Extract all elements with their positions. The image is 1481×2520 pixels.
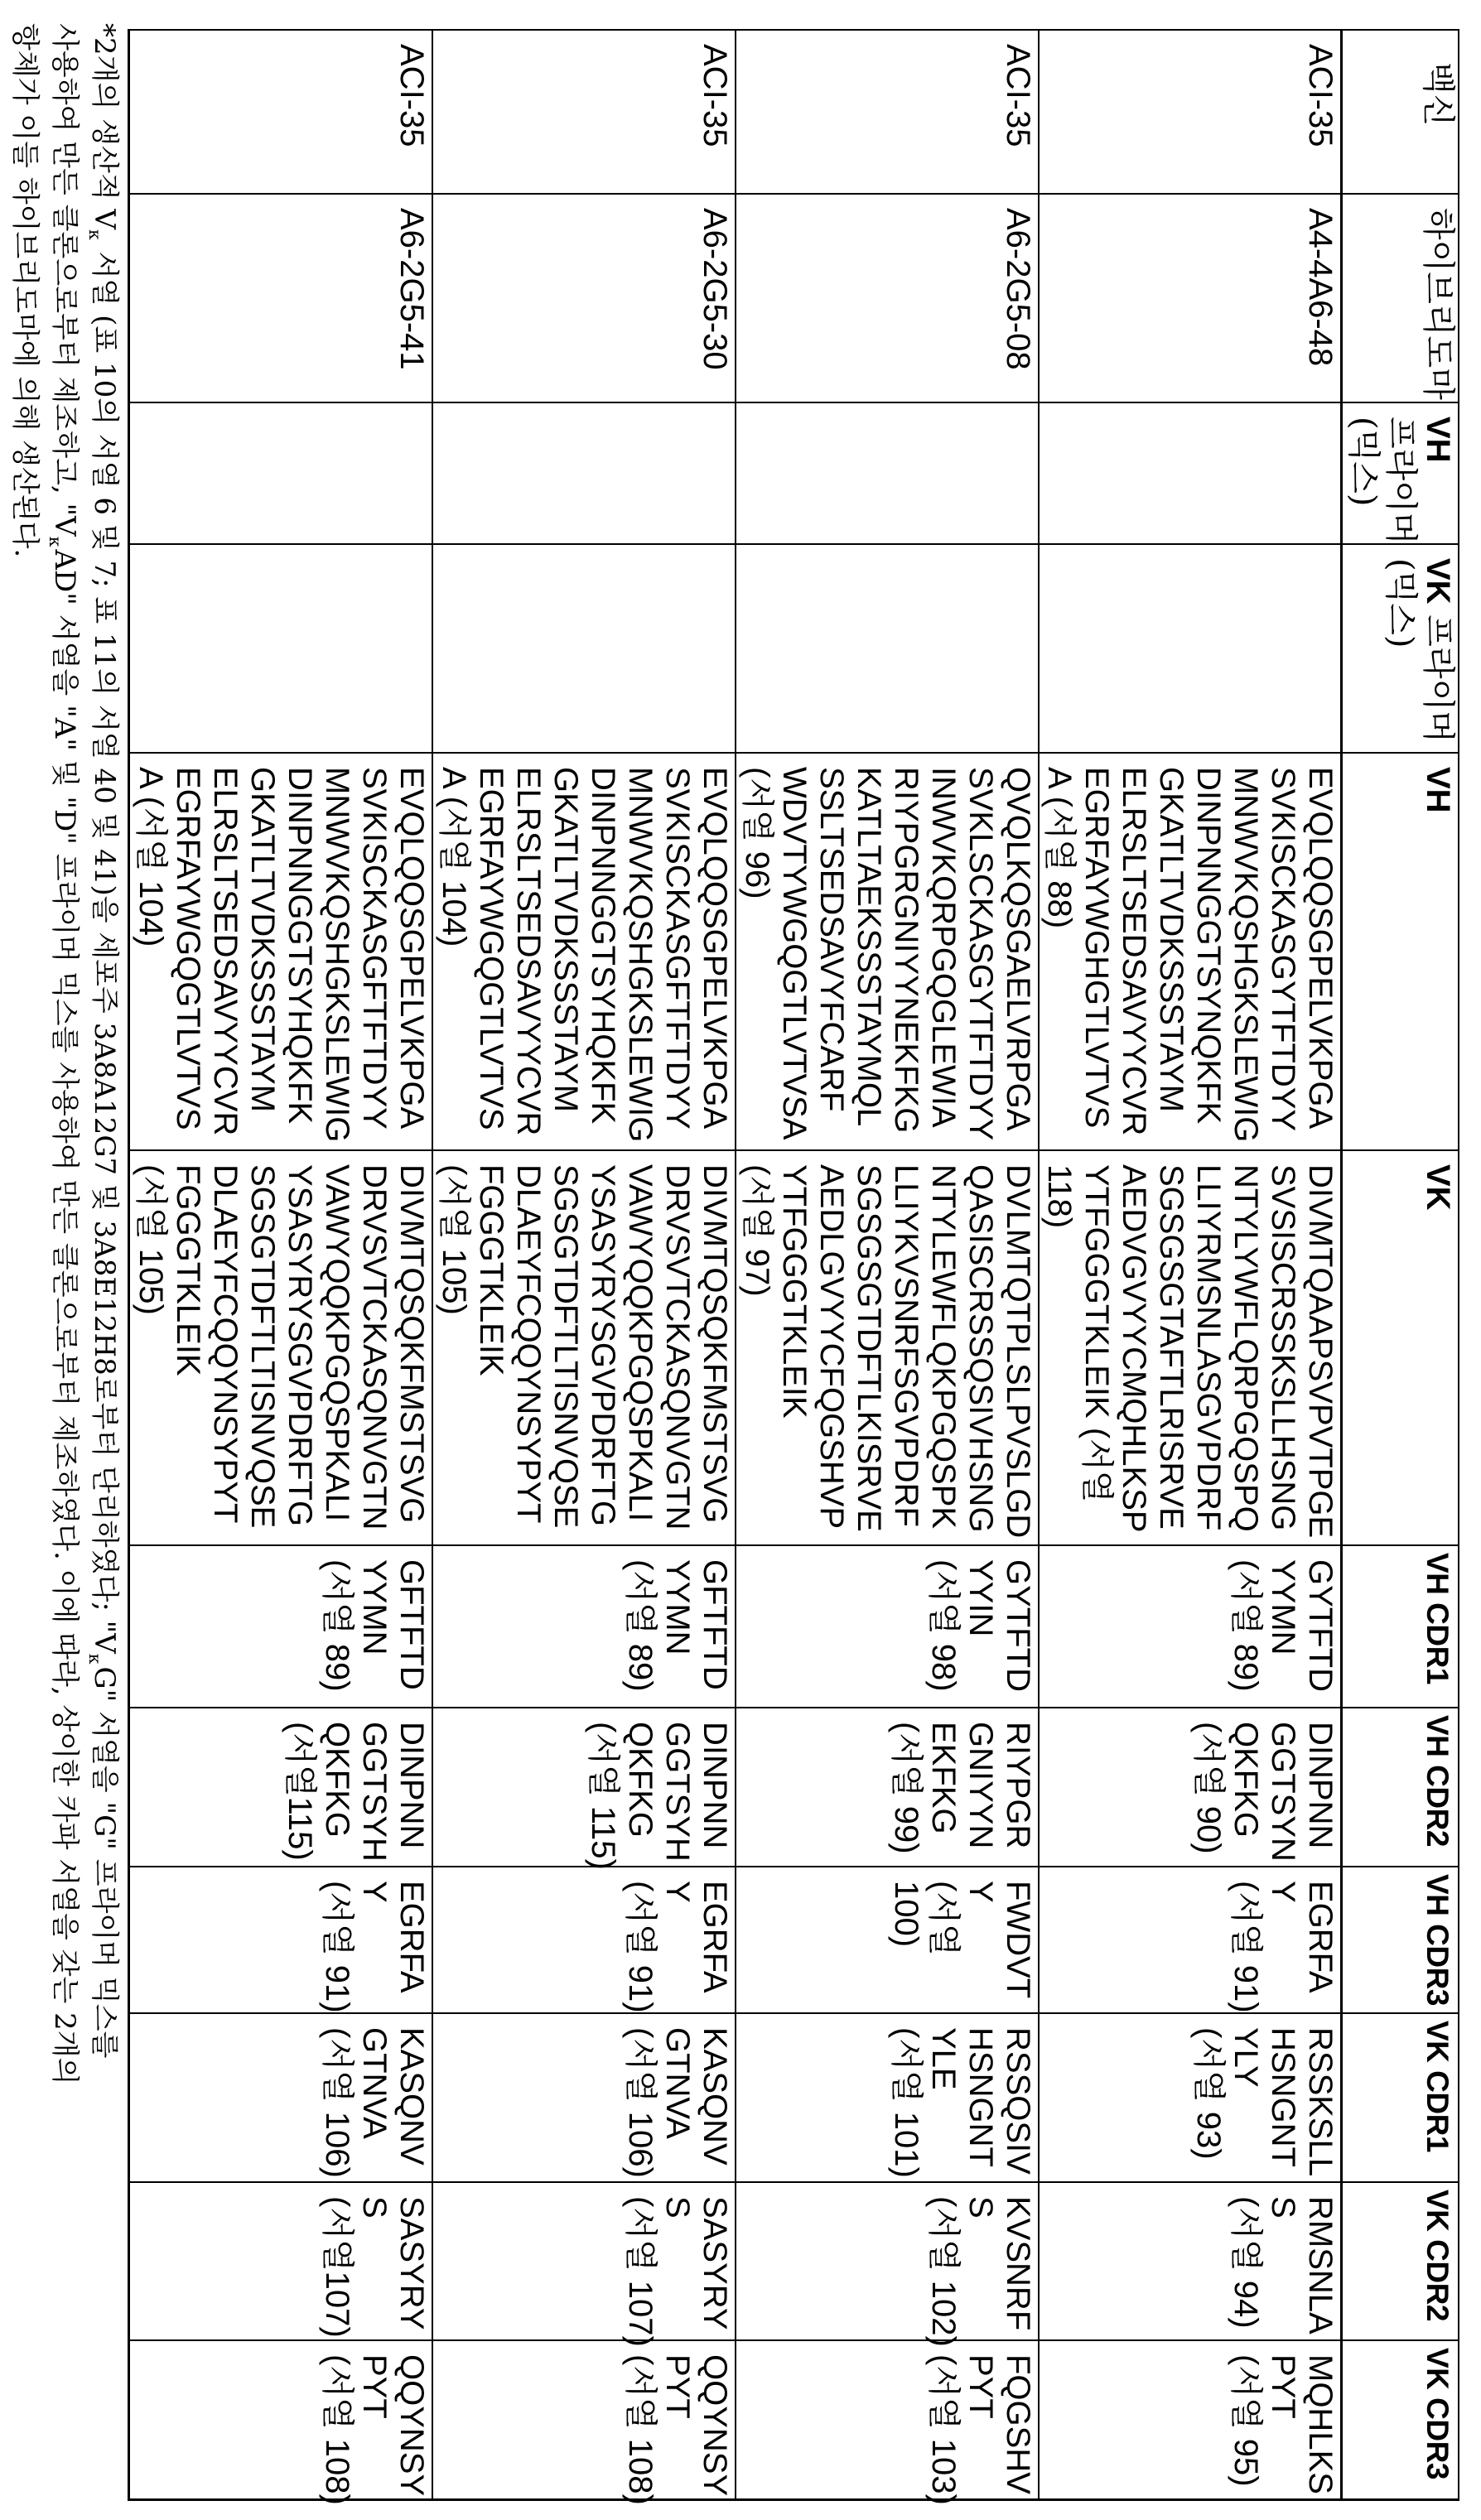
vk-cdr3-sequence: FQGSHV PYT (서열 103) bbox=[925, 2354, 1036, 2505]
vh-cdr1-sequence: GYTFTD YYIN (서열 98) bbox=[925, 1559, 1036, 1692]
kappa-subscript: κ bbox=[45, 536, 65, 547]
hybridoma-value: A4-4A6-48 bbox=[1302, 208, 1339, 367]
footnote-line bbox=[5, 23, 45, 2084]
header-row bbox=[1342, 30, 1459, 2499]
vh-cdr2-sequence: RIYPGR GNIYYN EKFKG (서열 99) bbox=[888, 1722, 1036, 1854]
header-vk-cdr3-label: VK CDR3 bbox=[1421, 2348, 1454, 2479]
vh-sequence: EVQLQQSGPELVKPGA SVKISCKASGYTFTDYY MNWVKQSHGKSLEWIG DINPNNGGTSYNQKFK GKATLTVDKSSSTAYM ELRSLTSEDSAVYYCVR EGRFAYWGHGTLVTVS A (서열 88) bbox=[1041, 767, 1339, 1143]
vh-sequence: EVQLQQSGPELVKPGA SVKISCKASGFTFTDYY MNWVKQSHGKSLEWIG DINPNNGGTSYHQKFK GKATLTVDKSSSTAYM ELRSLTSEDSAVYYCVR EGRFAYWGQGTLVTVS A (서열 104) bbox=[133, 767, 430, 1143]
cell-vh-primer bbox=[1039, 402, 1342, 544]
cell-vh-cdr3 bbox=[736, 1867, 1039, 2013]
cell-vk-cdr1 bbox=[129, 2013, 432, 2182]
cell-vh bbox=[129, 753, 432, 1150]
cell-vh-cdr2 bbox=[736, 1708, 1039, 1867]
header-vk-label: VK bbox=[1420, 1164, 1456, 1211]
cell-vk bbox=[1039, 1150, 1342, 1545]
cell-vk-cdr3 bbox=[129, 2340, 432, 2505]
header-vk-primer-bold: VK bbox=[1420, 558, 1456, 605]
vk-sequence: DVLMTQTPLSLPVSLGD QASISCRSSQSIVHSNG NTYLEWFLQKPGQSPK LLIYKVSNRFSGVPDRF SGSGSGTDFTLKISRVE AEDLGVYYCFQGSHVP YTFGGGTKLEIK (서열 97) bbox=[739, 1164, 1036, 1539]
cell-vh-cdr3 bbox=[432, 1867, 736, 2013]
cell-vk-cdr2 bbox=[1039, 2182, 1342, 2340]
cell-vh-primer bbox=[736, 402, 1039, 544]
kappa-subscript: κ bbox=[84, 229, 105, 240]
footnote-text: 서열 (표 10의 서열 6 및 7; 표 11의 서열 40 및 41)을 세포주 3A8A12G7 및 3A8E12H8로부터 단리하였다; "V bbox=[88, 242, 121, 1654]
table-row bbox=[736, 30, 1039, 2499]
header-vh-cdr2 bbox=[1342, 1708, 1459, 1867]
kappa-subscript: κ bbox=[84, 1653, 105, 1665]
hybridoma-value: A6-2G5-30 bbox=[697, 208, 733, 370]
cell-vk-cdr2 bbox=[129, 2182, 432, 2340]
vk-sequence: DIVMTQAAPSVPVTPGE SVSISCRSSKSLLHSNG NTYLYWFLQRPGQSPQ LLIYRMSNLASGVPDRF SGSGSGTAFTLRISRVE AEDVGVYYCMQHLKSP YTFGGGTKLEIK (서열 118) bbox=[1041, 1164, 1339, 1539]
header-vh-primer bbox=[1342, 402, 1459, 544]
header-vaccine-label: 백신 bbox=[1419, 62, 1457, 127]
cell-vk-cdr1 bbox=[1039, 2013, 1342, 2182]
cell-vk-cdr3 bbox=[1039, 2340, 1342, 2499]
header-vk-cdr1 bbox=[1342, 2013, 1459, 2182]
vk-cdr1-sequence: KASQNV GTNVA (서열 106) bbox=[622, 2027, 733, 2178]
cell-vh-primer bbox=[432, 402, 736, 544]
cell-vaccine bbox=[432, 30, 736, 194]
vh-cdr3-sequence: EGRFA Y (서열 91) bbox=[319, 1881, 430, 2013]
footnote-line bbox=[84, 23, 124, 2084]
vaccine-value: ACI-35 bbox=[393, 44, 430, 147]
antibody-sequence-table bbox=[128, 29, 1460, 2505]
footnote-line bbox=[45, 23, 84, 2084]
cell-vk bbox=[432, 1150, 736, 1545]
vh-cdr1-sequence: GFTFTD YYMN (서열 89) bbox=[622, 1559, 733, 1692]
hybridoma-value: A6-2G5-08 bbox=[1000, 208, 1036, 370]
vh-cdr2-sequence: DINPNN GGTSYN QKFKG (서열 90) bbox=[1190, 1722, 1339, 1862]
cell-vk-primer bbox=[129, 544, 432, 753]
cell-vh bbox=[432, 753, 736, 1150]
hybridoma-value: A6-2G5-41 bbox=[393, 208, 430, 370]
header-vk-cdr2-label: VK CDR2 bbox=[1421, 2190, 1454, 2321]
vh-sequence: QVQLKQSGAELVRPGA SVKLSCKASGYTFTDYY INWVKQRPGQGLEWIA RIYPGRGNIYYNEKFKG KATLTAEKSSSTAYMQL SSLTSEDSAVYFCARF WDVTYWGQGTLVTVSA (서열 96) bbox=[739, 767, 1036, 1141]
cell-vk-cdr2 bbox=[432, 2182, 736, 2347]
cell-hybridoma bbox=[432, 194, 736, 402]
cell-vk-cdr3 bbox=[432, 2340, 736, 2505]
cell-vh-cdr2 bbox=[1039, 1708, 1342, 1867]
header-hybridoma-label: 하이브리도마 bbox=[1419, 208, 1457, 400]
vk-sequence: DIVMTQSQKFMSTSVG DRVSVTCKASQNVGTN VAWYQQKPGQSPKALI YSASYRYSGVPDRFTG SGSGTDFTLTISNVQSE DLAEYFCQQYNSYPYT FGGGTKLEIK (서열 105) bbox=[436, 1164, 733, 1530]
cell-hybridoma bbox=[1039, 194, 1342, 402]
vk-cdr1-sequence: RSSKSLL HSNGNT YLY (서열 93) bbox=[1190, 2027, 1339, 2177]
vk-cdr3-sequence: QQYNSY PYT (서열 108) bbox=[622, 2354, 733, 2505]
vh-cdr3-sequence: EGRFA Y (서열 91) bbox=[1228, 1881, 1339, 2013]
vh-cdr1-sequence: GFTFTD YYMN (서열 89) bbox=[319, 1559, 430, 1692]
header-vk bbox=[1342, 1150, 1459, 1545]
vk-cdr3-sequence: QQYNSY PYT (서열 108) bbox=[319, 2354, 430, 2505]
cell-hybridoma bbox=[129, 194, 432, 402]
footnote-text: G" 서열을 "G" 프라이머 믹스를 bbox=[88, 1666, 121, 2059]
cell-vk bbox=[129, 1150, 432, 1545]
cell-vh bbox=[1039, 753, 1342, 1150]
vk-cdr2-sequence: KVSNRF S (서열 102) bbox=[925, 2196, 1036, 2347]
header-vk-primer-label: 프라이머 (믹스) bbox=[1382, 558, 1457, 743]
header-vh-label: VH bbox=[1420, 767, 1456, 813]
cell-vh-cdr2 bbox=[432, 1708, 736, 1870]
vk-sequence: DIVMTQSQKFMSTSVG DRVSVTCKASQNVGTN VAWYQQKPGQSPKALI YSASYRYSGVPDRFTG SGSGTDFTLTISNVQSE DLAEYFCQQYNSYPYT FGGGTKLEIK (서열 105) bbox=[133, 1164, 430, 1530]
header-vh-cdr2-label: VH CDR2 bbox=[1421, 1715, 1454, 1847]
cell-vk-cdr1 bbox=[432, 2013, 736, 2182]
footnote-text: AD" 서열을 "A" 및 "D" 프라이머 믹스를 사용하여 만든 클론으로부터 제조하였다. 이에 따라, 상이한 카파 서열을 갖는 2개의 bbox=[48, 549, 81, 2085]
vh-cdr3-sequence: EGRFA Y (서열 91) bbox=[622, 1881, 733, 2013]
cell-vk-cdr3 bbox=[736, 2340, 1039, 2505]
cell-vh-cdr1 bbox=[432, 1545, 736, 1708]
header-vh-primer-label: 프라이머 (믹스) bbox=[1344, 417, 1420, 545]
footnote-text: *2개의 생산적 V bbox=[88, 23, 121, 230]
vh-cdr2-sequence: DINPNN GGTSYH QKFKG (서열115) bbox=[282, 1722, 430, 1862]
footnote-text: 항체가 이들 하이브리도마에 의해 생산된다. bbox=[8, 23, 41, 558]
header-vh bbox=[1342, 753, 1459, 1150]
header-vh-cdr3-label: VH CDR3 bbox=[1421, 1874, 1454, 2006]
header-vh-cdr1 bbox=[1342, 1545, 1459, 1708]
table-row bbox=[1039, 30, 1342, 2499]
vk-cdr1-sequence: KASQNV GTNVA (서열 106) bbox=[319, 2027, 430, 2178]
cell-vaccine bbox=[1039, 30, 1342, 194]
vaccine-value: ACI-35 bbox=[697, 44, 733, 147]
vh-sequence: EVQLQQSGPELVKPGA SVKISCKASGFTFTDYY MNWVKQSHGKSLEWIG DINPNNGGTSYHQKFK GKATLTVDKSSSTAYM ELRSLTSEDSAVYYCVR EGRFAYWGQGTLVTVS A (서열 104) bbox=[436, 767, 733, 1143]
table-row bbox=[129, 30, 432, 2499]
cell-vaccine bbox=[736, 30, 1039, 194]
cell-vh-cdr1 bbox=[736, 1545, 1039, 1708]
header-vk-primer bbox=[1342, 544, 1459, 753]
cell-vh-cdr1 bbox=[1039, 1545, 1342, 1708]
cell-vh-primer bbox=[129, 402, 432, 544]
vk-cdr2-sequence: SASYRY S (서열 107) bbox=[622, 2196, 733, 2347]
vh-cdr1-sequence: GYTFTD YYMN (서열 89) bbox=[1228, 1559, 1339, 1692]
header-hybridoma bbox=[1342, 194, 1459, 402]
header-vh-cdr3 bbox=[1342, 1867, 1459, 2013]
cell-vk-primer bbox=[1039, 544, 1342, 753]
vaccine-value: ACI-35 bbox=[1000, 44, 1036, 147]
vh-cdr2-sequence: DINPNN GGTSYH QKFKG (서열 115) bbox=[585, 1722, 733, 1870]
cell-vaccine bbox=[129, 30, 432, 194]
cell-vh-cdr1 bbox=[129, 1545, 432, 1708]
cell-vk-cdr2 bbox=[736, 2182, 1039, 2347]
cell-vk bbox=[736, 1150, 1039, 1545]
cell-vh-cdr2 bbox=[129, 1708, 432, 1867]
footnote bbox=[5, 23, 124, 2084]
cell-vk-primer bbox=[432, 544, 736, 753]
vk-cdr2-sequence: SASYRY S (서열107) bbox=[319, 2196, 430, 2338]
vk-cdr2-sequence: RMSNLA S (서열 94) bbox=[1228, 2196, 1339, 2334]
header-vh-cdr1-label: VH CDR1 bbox=[1421, 1553, 1454, 1684]
header-vk-cdr3 bbox=[1342, 2340, 1459, 2499]
cell-vh bbox=[736, 753, 1039, 1150]
header-vh-primer-bold: VH bbox=[1420, 417, 1456, 463]
vk-cdr3-sequence: MQHLKS PYT (서열 95) bbox=[1228, 2354, 1339, 2494]
vk-cdr1-sequence: RSSQSIV HSNGNT YLE (서열 101) bbox=[888, 2027, 1036, 2178]
vaccine-value: ACI-35 bbox=[1302, 44, 1339, 147]
header-vk-cdr2 bbox=[1342, 2182, 1459, 2340]
footnote-text: 사용하여 만든 클론으로부터 제조하고, "V bbox=[48, 23, 81, 537]
cell-vk-cdr1 bbox=[736, 2013, 1039, 2182]
cell-vh-cdr3 bbox=[1039, 1867, 1342, 2013]
cell-vk-primer bbox=[736, 544, 1039, 753]
header-vk-cdr1-label: VK CDR1 bbox=[1421, 2021, 1454, 2152]
vh-cdr3-sequence: FWDVT Y (서열 100) bbox=[888, 1881, 1036, 1999]
header-vaccine bbox=[1342, 30, 1459, 194]
cell-vh-cdr3 bbox=[129, 1867, 432, 2013]
table-row bbox=[432, 30, 736, 2499]
cell-hybridoma bbox=[736, 194, 1039, 402]
